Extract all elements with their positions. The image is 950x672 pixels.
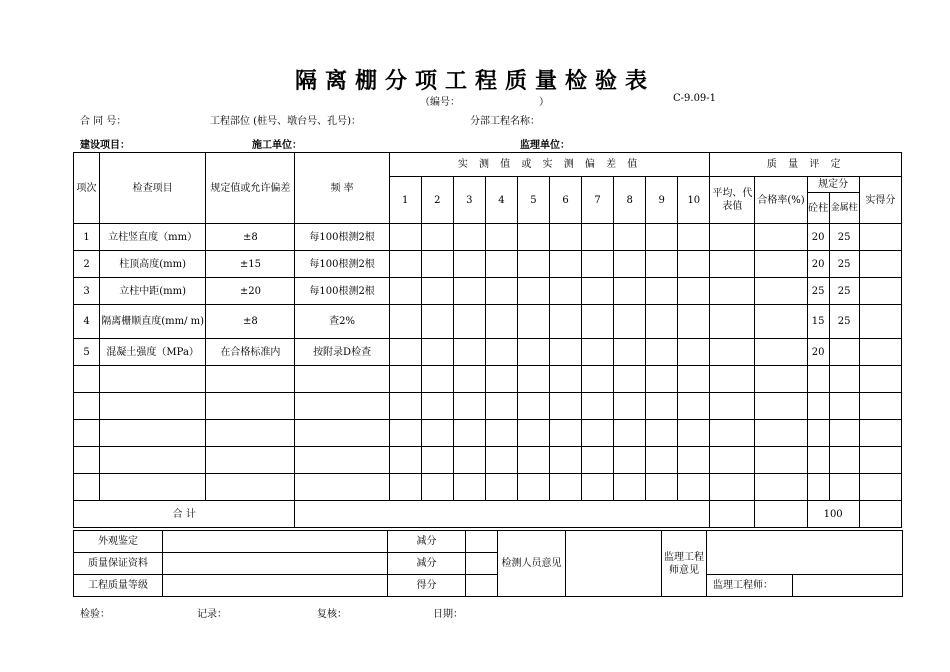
header-item-no: 项次 bbox=[74, 153, 100, 224]
measure-col-10: 10 bbox=[678, 177, 710, 224]
row-check-item bbox=[100, 474, 206, 501]
row-measure-1 bbox=[389, 366, 421, 393]
row-measure-1 bbox=[389, 305, 421, 339]
row-concrete-score: 20 bbox=[807, 224, 829, 251]
row-measure-8 bbox=[614, 420, 646, 447]
row-actual-score bbox=[859, 278, 901, 305]
data-rows bbox=[74, 224, 902, 501]
row-measure-9 bbox=[646, 474, 678, 501]
inspector-opinion-label: 检测人员意见 bbox=[498, 531, 566, 597]
row-metal-score bbox=[829, 474, 859, 501]
row-measure-8 bbox=[614, 393, 646, 420]
row-measure-1 bbox=[389, 420, 421, 447]
row-frequency: 每100根测2根 bbox=[295, 224, 389, 251]
row-concrete-score: 20 bbox=[807, 251, 829, 278]
row-no bbox=[74, 420, 100, 447]
row-measure-4 bbox=[485, 447, 517, 474]
row-concrete-score: 25 bbox=[807, 278, 829, 305]
total-avg bbox=[710, 501, 755, 528]
row-actual-score bbox=[859, 474, 901, 501]
row-measure-4 bbox=[485, 339, 517, 366]
row-measure-8 bbox=[614, 474, 646, 501]
row-measure-2 bbox=[421, 305, 453, 339]
measure-col-1: 1 bbox=[389, 177, 421, 224]
engineer-opinion-value bbox=[707, 531, 903, 575]
row-concrete-score bbox=[807, 366, 829, 393]
row-measure-7 bbox=[582, 447, 614, 474]
header-frequency: 频 率 bbox=[295, 153, 389, 224]
row-measure-8 bbox=[614, 447, 646, 474]
table-row bbox=[74, 224, 902, 251]
header-measured: 实 测 值 或 实 测 偏 差 值 bbox=[389, 153, 710, 177]
score-label: 得分 bbox=[388, 575, 466, 597]
table-row bbox=[74, 447, 902, 474]
row-measure-7 bbox=[582, 393, 614, 420]
row-measure-6 bbox=[550, 305, 582, 339]
row-measure-5 bbox=[517, 305, 549, 339]
row-metal-score: 25 bbox=[829, 278, 859, 305]
supervisor-unit-label: 监理单位： bbox=[520, 140, 570, 151]
row-measure-10 bbox=[678, 447, 710, 474]
row-measure-9 bbox=[646, 339, 678, 366]
row-measure-10 bbox=[678, 420, 710, 447]
total-actual bbox=[859, 501, 901, 528]
row-pass-rate bbox=[755, 278, 807, 305]
score-value bbox=[466, 575, 498, 597]
grade-value bbox=[163, 575, 388, 597]
row-tolerance bbox=[206, 420, 295, 447]
deduct-label-2: 减分 bbox=[388, 553, 466, 575]
measure-col-4: 4 bbox=[485, 177, 517, 224]
row-frequency: 按附录D检查 bbox=[295, 339, 389, 366]
sign-date: 日期： bbox=[433, 609, 463, 620]
header-avg: 平均、代表值 bbox=[710, 177, 755, 224]
row-check-item bbox=[100, 366, 206, 393]
total-score: 100 bbox=[807, 501, 859, 528]
row-pass-rate bbox=[755, 251, 807, 278]
row-measure-5 bbox=[517, 393, 549, 420]
row-metal-score bbox=[829, 420, 859, 447]
contractor-label: 施工单位： bbox=[252, 140, 302, 151]
table-row bbox=[74, 251, 902, 278]
row-measure-10 bbox=[678, 305, 710, 339]
row-actual-score bbox=[859, 393, 901, 420]
form-code: C-9.09-1 bbox=[673, 93, 717, 104]
row-frequency: 每100根测2根 bbox=[295, 278, 389, 305]
row-no bbox=[74, 447, 100, 474]
row-measure-10 bbox=[678, 366, 710, 393]
measure-col-8: 8 bbox=[614, 177, 646, 224]
row-tolerance: ±8 bbox=[206, 305, 295, 339]
row-measure-6 bbox=[550, 339, 582, 366]
row-measure-7 bbox=[582, 474, 614, 501]
row-measure-7 bbox=[582, 251, 614, 278]
row-actual-score bbox=[859, 447, 901, 474]
row-no: 3 bbox=[74, 278, 100, 305]
table-row bbox=[74, 420, 902, 447]
row-measure-3 bbox=[453, 393, 485, 420]
row-avg bbox=[710, 366, 755, 393]
row-measure-4 bbox=[485, 224, 517, 251]
row-tolerance bbox=[206, 366, 295, 393]
table-row bbox=[74, 339, 902, 366]
header-spec-score: 规定分 bbox=[807, 177, 859, 193]
engineer-opinion-label: 监理工程师意见 bbox=[662, 531, 707, 597]
total-row bbox=[74, 501, 902, 528]
row-measure-8 bbox=[614, 224, 646, 251]
row-measure-9 bbox=[646, 278, 678, 305]
row-measure-1 bbox=[389, 393, 421, 420]
row-measure-6 bbox=[550, 278, 582, 305]
row-concrete-score: 15 bbox=[807, 305, 829, 339]
row-no: 2 bbox=[74, 251, 100, 278]
row-measure-2 bbox=[421, 251, 453, 278]
row-frequency: 每100根测2根 bbox=[295, 251, 389, 278]
row-actual-score bbox=[859, 339, 901, 366]
row-concrete-score: 20 bbox=[807, 339, 829, 366]
row-measure-6 bbox=[550, 366, 582, 393]
row-pass-rate bbox=[755, 366, 807, 393]
row-avg bbox=[710, 420, 755, 447]
row-measure-5 bbox=[517, 251, 549, 278]
row-pass-rate bbox=[755, 224, 807, 251]
row-actual-score bbox=[859, 366, 901, 393]
total-blank bbox=[295, 501, 710, 528]
row-measure-5 bbox=[517, 278, 549, 305]
table-row bbox=[74, 366, 902, 393]
row-measure-4 bbox=[485, 278, 517, 305]
engineer-signature-label: 监理工程师： bbox=[707, 575, 793, 597]
row-tolerance: 在合格标准内 bbox=[206, 339, 295, 366]
row-pass-rate bbox=[755, 447, 807, 474]
row-measure-6 bbox=[550, 224, 582, 251]
row-measure-9 bbox=[646, 447, 678, 474]
table-row bbox=[74, 278, 902, 305]
row-actual-score bbox=[859, 420, 901, 447]
row-metal-score bbox=[829, 366, 859, 393]
sign-inspect: 检验： bbox=[80, 609, 110, 620]
row-pass-rate bbox=[755, 305, 807, 339]
measure-col-6: 6 bbox=[550, 177, 582, 224]
row-check-item: 柱顶高度(mm) bbox=[100, 251, 206, 278]
opinion-table bbox=[73, 530, 903, 597]
row-measure-8 bbox=[614, 339, 646, 366]
appearance-label: 外观鉴定 bbox=[74, 531, 163, 553]
measure-col-2: 2 bbox=[421, 177, 453, 224]
row-frequency bbox=[295, 474, 389, 501]
row-pass-rate bbox=[755, 393, 807, 420]
row-measure-6 bbox=[550, 393, 582, 420]
measure-col-7: 7 bbox=[582, 177, 614, 224]
row-concrete-score bbox=[807, 420, 829, 447]
row-measure-3 bbox=[453, 251, 485, 278]
row-tolerance bbox=[206, 447, 295, 474]
row-measure-1 bbox=[389, 224, 421, 251]
row-measure-3 bbox=[453, 339, 485, 366]
total-rate bbox=[755, 501, 807, 528]
row-measure-4 bbox=[485, 420, 517, 447]
inspection-table bbox=[73, 152, 902, 528]
serial-label: （编号： bbox=[420, 97, 460, 108]
row-measure-1 bbox=[389, 278, 421, 305]
row-no: 1 bbox=[74, 224, 100, 251]
page-title: 隔离棚分项工程质量检验表 bbox=[294, 68, 655, 94]
quality-docs-value bbox=[163, 553, 388, 575]
measure-col-5: 5 bbox=[517, 177, 549, 224]
row-check-item: 立柱竖直度（mm） bbox=[100, 224, 206, 251]
row-measure-9 bbox=[646, 305, 678, 339]
row-measure-1 bbox=[389, 251, 421, 278]
row-measure-2 bbox=[421, 420, 453, 447]
row-check-item bbox=[100, 447, 206, 474]
row-measure-1 bbox=[389, 447, 421, 474]
measure-col-3: 3 bbox=[453, 177, 485, 224]
row-no bbox=[74, 366, 100, 393]
row-check-item bbox=[100, 420, 206, 447]
row-measure-7 bbox=[582, 339, 614, 366]
row-measure-10 bbox=[678, 339, 710, 366]
row-frequency bbox=[295, 447, 389, 474]
row-frequency bbox=[295, 393, 389, 420]
row-measure-6 bbox=[550, 474, 582, 501]
row-actual-score bbox=[859, 305, 901, 339]
row-measure-4 bbox=[485, 366, 517, 393]
row-measure-1 bbox=[389, 339, 421, 366]
row-measure-2 bbox=[421, 447, 453, 474]
row-measure-2 bbox=[421, 393, 453, 420]
sign-record: 记录： bbox=[197, 609, 227, 620]
row-measure-7 bbox=[582, 366, 614, 393]
row-measure-9 bbox=[646, 420, 678, 447]
header-concrete-post: 砼柱 bbox=[807, 193, 829, 224]
row-measure-10 bbox=[678, 251, 710, 278]
row-concrete-score bbox=[807, 393, 829, 420]
grade-label: 工程质量等级 bbox=[74, 575, 163, 597]
row-pass-rate bbox=[755, 420, 807, 447]
row-actual-score bbox=[859, 224, 901, 251]
row-measure-10 bbox=[678, 278, 710, 305]
row-measure-2 bbox=[421, 339, 453, 366]
row-measure-7 bbox=[582, 224, 614, 251]
row-measure-9 bbox=[646, 393, 678, 420]
row-measure-3 bbox=[453, 366, 485, 393]
row-measure-5 bbox=[517, 224, 549, 251]
row-measure-7 bbox=[582, 420, 614, 447]
header-actual-score: 实得分 bbox=[859, 177, 901, 224]
row-measure-2 bbox=[421, 474, 453, 501]
row-frequency bbox=[295, 366, 389, 393]
row-measure-3 bbox=[453, 305, 485, 339]
row-measure-4 bbox=[485, 474, 517, 501]
row-avg bbox=[710, 251, 755, 278]
deduct-value-2 bbox=[466, 553, 498, 575]
row-tolerance bbox=[206, 393, 295, 420]
header-quality: 质 量 评 定 bbox=[710, 153, 902, 177]
row-measure-5 bbox=[517, 474, 549, 501]
row-measure-3 bbox=[453, 278, 485, 305]
header-tolerance: 规定值或允许偏差 bbox=[206, 153, 295, 224]
row-avg bbox=[710, 393, 755, 420]
row-avg bbox=[710, 447, 755, 474]
row-metal-score bbox=[829, 393, 859, 420]
row-avg bbox=[710, 278, 755, 305]
row-avg bbox=[710, 305, 755, 339]
row-measure-2 bbox=[421, 278, 453, 305]
row-measure-3 bbox=[453, 224, 485, 251]
row-measure-5 bbox=[517, 366, 549, 393]
row-measure-10 bbox=[678, 393, 710, 420]
engineer-signature-value bbox=[793, 575, 903, 597]
row-metal-score bbox=[829, 447, 859, 474]
row-measure-10 bbox=[678, 224, 710, 251]
row-measure-3 bbox=[453, 447, 485, 474]
row-measure-7 bbox=[582, 305, 614, 339]
row-measure-7 bbox=[582, 278, 614, 305]
row-no: 5 bbox=[74, 339, 100, 366]
row-tolerance bbox=[206, 474, 295, 501]
row-avg bbox=[710, 339, 755, 366]
appearance-value bbox=[163, 531, 388, 553]
measure-col-9: 9 bbox=[646, 177, 678, 224]
row-no bbox=[74, 393, 100, 420]
total-label: 合 计 bbox=[74, 501, 295, 528]
row-metal-score: 25 bbox=[829, 251, 859, 278]
contract-no-label: 合 同 号： bbox=[80, 116, 127, 127]
row-measure-5 bbox=[517, 420, 549, 447]
sign-review: 复核： bbox=[317, 609, 347, 620]
row-pass-rate bbox=[755, 474, 807, 501]
row-check-item: 隔离栅顺直度(mm/ m) bbox=[100, 305, 206, 339]
row-actual-score bbox=[859, 251, 901, 278]
row-measure-8 bbox=[614, 366, 646, 393]
row-pass-rate bbox=[755, 339, 807, 366]
row-concrete-score bbox=[807, 447, 829, 474]
serial-close: ） bbox=[539, 97, 549, 108]
inspector-opinion-value bbox=[566, 531, 662, 597]
row-measure-10 bbox=[678, 474, 710, 501]
row-check-item: 混凝土强度（MPa） bbox=[100, 339, 206, 366]
row-measure-9 bbox=[646, 251, 678, 278]
row-measure-6 bbox=[550, 251, 582, 278]
row-measure-4 bbox=[485, 393, 517, 420]
work-location-label: 工程部位 (桩号、墩台号、孔号)： bbox=[210, 116, 361, 127]
row-avg bbox=[710, 224, 755, 251]
row-measure-5 bbox=[517, 339, 549, 366]
deduct-value-1 bbox=[466, 531, 498, 553]
header-pass-rate: 合格率(%) bbox=[755, 177, 807, 224]
row-measure-4 bbox=[485, 251, 517, 278]
header-check-item: 检查项目 bbox=[100, 153, 206, 224]
row-measure-8 bbox=[614, 251, 646, 278]
row-metal-score: 25 bbox=[829, 224, 859, 251]
row-measure-8 bbox=[614, 278, 646, 305]
table-row bbox=[74, 393, 902, 420]
construction-project-label: 建设项目： bbox=[80, 140, 130, 151]
row-measure-3 bbox=[453, 420, 485, 447]
row-measure-6 bbox=[550, 420, 582, 447]
row-measure-9 bbox=[646, 366, 678, 393]
quality-docs-label: 质量保证资料 bbox=[74, 553, 163, 575]
row-no: 4 bbox=[74, 305, 100, 339]
row-measure-1 bbox=[389, 474, 421, 501]
row-frequency bbox=[295, 420, 389, 447]
row-check-item: 立柱中距(mm) bbox=[100, 278, 206, 305]
row-measure-3 bbox=[453, 474, 485, 501]
row-avg bbox=[710, 474, 755, 501]
row-measure-5 bbox=[517, 447, 549, 474]
row-measure-2 bbox=[421, 366, 453, 393]
deduct-label-1: 减分 bbox=[388, 531, 466, 553]
row-measure-4 bbox=[485, 305, 517, 339]
row-measure-9 bbox=[646, 224, 678, 251]
row-tolerance: ±20 bbox=[206, 278, 295, 305]
row-measure-6 bbox=[550, 447, 582, 474]
row-metal-score bbox=[829, 339, 859, 366]
row-no bbox=[74, 474, 100, 501]
table-row bbox=[74, 474, 902, 501]
row-check-item bbox=[100, 393, 206, 420]
row-concrete-score bbox=[807, 474, 829, 501]
row-frequency: 查2% bbox=[295, 305, 389, 339]
table-row bbox=[74, 305, 902, 339]
row-tolerance: ±15 bbox=[206, 251, 295, 278]
row-measure-8 bbox=[614, 305, 646, 339]
row-metal-score: 25 bbox=[829, 305, 859, 339]
row-tolerance: ±8 bbox=[206, 224, 295, 251]
header-metal-post: 金属柱 bbox=[829, 193, 859, 224]
sub-project-label: 分部工程名称： bbox=[470, 116, 540, 127]
row-measure-2 bbox=[421, 224, 453, 251]
